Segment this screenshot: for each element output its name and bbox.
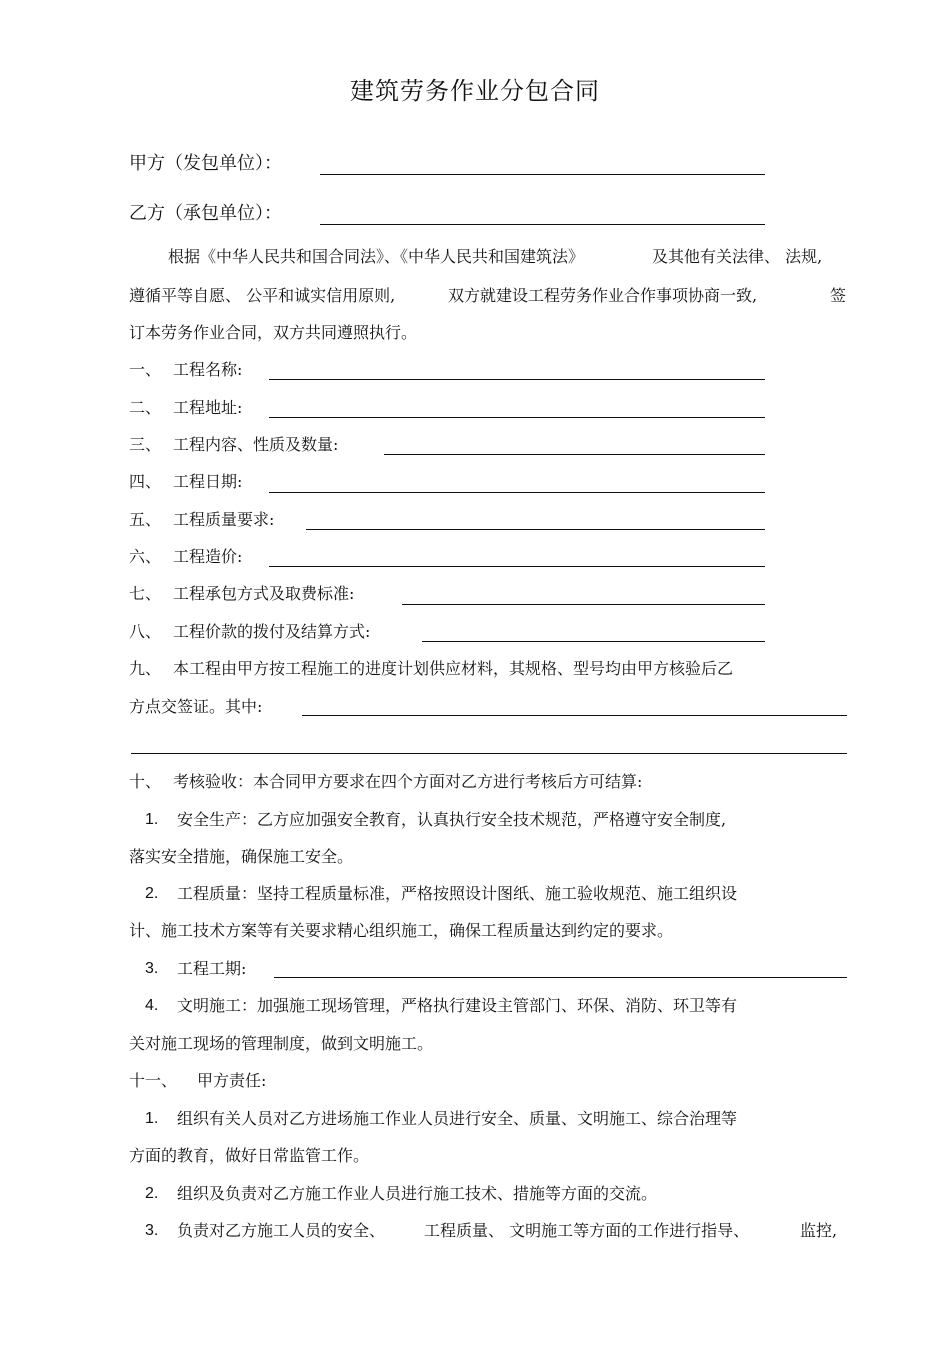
item-11-1-line1: 组织有关人员对乙方进场施工作业人员进行安全、质量、文明施工、综合治理等 (177, 1109, 738, 1128)
item-10-4-number: 4. (145, 997, 159, 1014)
item-9-line1: 本工程由甲方按工程施工的进度计划供应材料，其规格、型号均由甲方核验后乙 (173, 659, 734, 678)
item-10-4-line2: 关对施工现场的管理制度，做到文明施工。 (129, 1034, 434, 1053)
item-2-blank (269, 417, 765, 418)
item-11-number: 十一、 (129, 1071, 178, 1090)
party-a-blank (320, 174, 765, 175)
party-b-label: 乙方（承包单位）： (129, 203, 282, 224)
contract-title: 建筑劳务作业分包合同 (350, 77, 600, 105)
item-10-4-line1: 文明施工：加强施工现场管理，严格执行建设主管部门、环保、消防、环卫等有 (177, 996, 738, 1015)
item-10-2-line2: 计、施工技术方案等有关要求精心组织施工，确保工程质量达到约定的要求。 (129, 921, 674, 940)
item-11-1-line2: 方面的教育，做好日常监管工作。 (129, 1146, 370, 1165)
item-10-label: 考核验收：本合同甲方要求在四个方面对乙方进行考核后方可结算: (173, 772, 643, 791)
preamble-line3: 订本劳务作业合同，双方共同遵照执行。 (129, 323, 418, 342)
item-3-number: 三、 (129, 435, 162, 454)
item-11-3-line1b: 工程质量、 文明施工等方面的工作进行指导、 (424, 1221, 750, 1240)
item-1-number: 一、 (129, 360, 162, 379)
item-11-3-line1a: 负责对乙方施工人员的安全、 (177, 1221, 386, 1240)
item-10-1-number: 1. (145, 811, 159, 828)
item-4-number: 四、 (129, 472, 162, 491)
item-8-label: 工程价款的拨付及结算方式: (173, 622, 371, 641)
item-2-number: 二、 (129, 398, 162, 417)
item-6-number: 六、 (129, 547, 162, 566)
item-9-number: 九、 (129, 659, 162, 678)
item-7-blank (402, 604, 765, 605)
item-6-label: 工程造价: (173, 547, 243, 566)
item-10-1-line1: 安全生产：乙方应加强安全教育，认真执行安全技术规范，严格遵守安全制度, (177, 810, 727, 829)
item-11-3-line1c: 监控, (800, 1221, 838, 1240)
preamble-line2a: 遵循平等自愿、 公平和诚实信用原则, (129, 286, 396, 305)
party-b-blank (320, 224, 765, 225)
item-5-blank (306, 529, 765, 530)
party-a-label: 甲方（发包单位）： (129, 153, 282, 174)
item-11-label: 甲方责任: (197, 1071, 267, 1090)
item-11-3-number: 3. (145, 1222, 159, 1239)
item-1-label: 工程名称: (173, 360, 243, 379)
item-5-label: 工程质量要求: (173, 510, 275, 529)
item-11-2-number: 2. (145, 1185, 159, 1202)
item-11-2-line1: 组织及负责对乙方施工作业人员进行施工技术、措施等方面的交流。 (177, 1184, 658, 1203)
item-4-blank (269, 492, 765, 493)
item-2-label: 工程地址: (173, 398, 243, 417)
item-6-blank (269, 566, 765, 567)
item-5-number: 五、 (129, 510, 162, 529)
item-3-blank (384, 454, 765, 455)
item-10-3-blank (274, 977, 847, 978)
item-10-2-line1: 工程质量：坚持工程质量标准，严格按照设计图纸、施工验收规范、施工组织设 (177, 884, 738, 903)
item-10-3-number: 3. (145, 960, 159, 977)
preamble-line1b: 及其他有关法律、 法规, (652, 247, 823, 266)
item-8-blank (422, 641, 765, 642)
item-9-line2: 方点交签证。其中: (129, 697, 263, 716)
item-9-blank-1 (302, 715, 847, 716)
item-8-number: 八、 (129, 622, 162, 641)
item-7-number: 七、 (129, 584, 162, 603)
item-1-blank (269, 379, 765, 380)
item-4-label: 工程日期: (173, 472, 243, 491)
item-10-number: 十、 (129, 772, 162, 791)
item-10-3-label: 工程工期: (177, 959, 247, 978)
preamble-line1a: 根据《中华人民共和国合同法》、《中华人民共和国建筑法》 (168, 247, 585, 266)
preamble-line2c: 签 (830, 286, 847, 305)
item-7-label: 工程承包方式及取费标准: (173, 584, 355, 603)
preamble-line2b: 双方就建设工程劳务作业合作事项协商一致, (448, 286, 758, 305)
item-11-1-number: 1. (145, 1110, 159, 1127)
item-10-1-line2: 落实安全措施，确保施工安全。 (129, 847, 354, 866)
item-10-2-number: 2. (145, 885, 159, 902)
item-3-label: 工程内容、性质及数量: (173, 435, 339, 454)
item-9-blank-2 (131, 753, 847, 754)
